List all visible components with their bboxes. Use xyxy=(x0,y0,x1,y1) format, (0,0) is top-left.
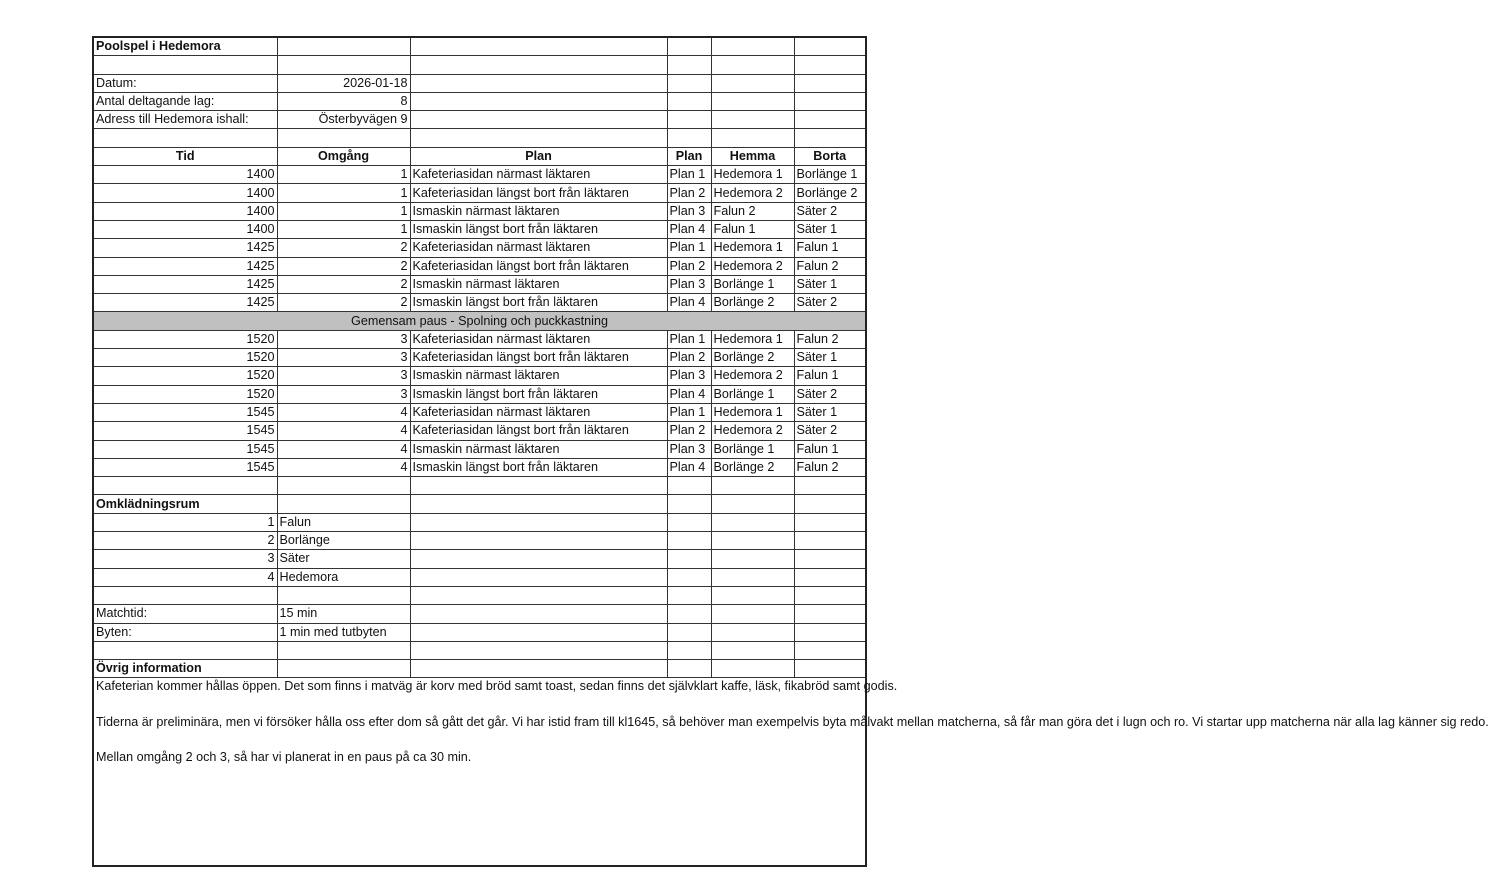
away-team-cell[interactable]: Borlänge 1 xyxy=(794,166,866,184)
other-info-text[interactable] xyxy=(93,678,1489,867)
round-cell[interactable]: 1 xyxy=(277,166,410,184)
cell[interactable] xyxy=(711,495,794,513)
cell[interactable] xyxy=(410,641,667,659)
cell[interactable] xyxy=(711,37,794,56)
rink-cell[interactable]: Plan 1 xyxy=(667,403,711,421)
cell[interactable] xyxy=(667,477,711,495)
cell[interactable] xyxy=(667,641,711,659)
rink-cell[interactable]: Plan 3 xyxy=(667,367,711,385)
cell[interactable] xyxy=(93,586,277,604)
cell[interactable] xyxy=(667,586,711,604)
date-row xyxy=(93,74,866,92)
home-team-cell[interactable]: Borlänge 2 xyxy=(711,294,794,312)
cell[interactable] xyxy=(794,568,866,586)
time-cell[interactable]: 1400 xyxy=(93,184,277,202)
cell[interactable] xyxy=(667,660,711,678)
time-cell[interactable]: 1400 xyxy=(93,202,277,220)
rink-description-cell[interactable]: Kafeteriasidan längst bort från läktaren xyxy=(410,257,667,275)
cell[interactable] xyxy=(410,550,667,568)
match-row xyxy=(93,385,866,403)
cell[interactable] xyxy=(711,586,794,604)
room-number[interactable]: 1 xyxy=(93,513,277,531)
match-row xyxy=(93,184,866,202)
room-team[interactable]: Säter xyxy=(277,550,410,568)
rink-description-cell[interactable]: Ismaskin närmast läktaren xyxy=(410,202,667,220)
cell[interactable] xyxy=(410,495,667,513)
home-team-cell[interactable]: Borlänge 1 xyxy=(711,440,794,458)
time-cell[interactable]: 1425 xyxy=(93,294,277,312)
away-team-cell[interactable]: Säter 1 xyxy=(794,403,866,421)
cell[interactable] xyxy=(667,111,711,129)
cell[interactable] xyxy=(794,532,866,550)
rink-description-cell[interactable]: Ismaskin längst bort från läktaren xyxy=(410,294,667,312)
pause-label[interactable]: Gemensam paus - Spolning och puckkastning xyxy=(93,312,866,330)
cell[interactable] xyxy=(410,37,667,56)
room-team[interactable]: Hedemora xyxy=(277,568,410,586)
away-team-cell[interactable]: Falun 1 xyxy=(794,239,866,257)
time-cell[interactable]: 1520 xyxy=(93,349,277,367)
cell[interactable] xyxy=(277,495,410,513)
round-cell[interactable]: 4 xyxy=(277,422,410,440)
empty-row xyxy=(93,477,866,495)
match-row xyxy=(93,239,866,257)
home-team-cell[interactable]: Hedemora 1 xyxy=(711,239,794,257)
rink-cell[interactable]: Plan 4 xyxy=(667,458,711,476)
rink-cell[interactable]: Plan 1 xyxy=(667,239,711,257)
rink-cell[interactable]: Plan 4 xyxy=(667,220,711,238)
cell[interactable] xyxy=(711,56,794,74)
pause-row xyxy=(93,312,866,330)
time-cell[interactable]: 1425 xyxy=(93,257,277,275)
home-team-cell[interactable]: Borlänge 1 xyxy=(711,385,794,403)
cell[interactable] xyxy=(410,586,667,604)
teams-row xyxy=(93,92,866,110)
round-cell[interactable]: 1 xyxy=(277,220,410,238)
room-team[interactable]: Falun xyxy=(277,513,410,531)
empty-row xyxy=(93,129,866,147)
cell[interactable] xyxy=(410,477,667,495)
away-team-cell[interactable]: Falun 1 xyxy=(794,367,866,385)
teams-label[interactable]: Antal deltagande lag: xyxy=(93,92,277,110)
empty-row xyxy=(93,56,866,74)
cell[interactable] xyxy=(667,56,711,74)
rink-description-cell[interactable]: Kafeteriasidan längst bort från läktaren xyxy=(410,349,667,367)
match-row xyxy=(93,202,866,220)
cell[interactable] xyxy=(711,111,794,129)
cell[interactable] xyxy=(794,605,866,623)
home-team-cell[interactable]: Hedemora 1 xyxy=(711,330,794,348)
cell[interactable] xyxy=(667,74,711,92)
cell[interactable] xyxy=(667,37,711,56)
home-team-cell[interactable]: Hedemora 2 xyxy=(711,422,794,440)
info-paragraph: Kafeterian kommer hållas öppen. Det som finns i matväg är korv med bröd samt toast, sedan finns det självklart kaffe, läsk, fikabröd samt godis. xyxy=(96,679,898,694)
rink-cell[interactable]: Plan 4 xyxy=(667,385,711,403)
cell[interactable] xyxy=(277,477,410,495)
rink-description-cell[interactable]: Ismaskin närmast läktaren xyxy=(410,367,667,385)
cell[interactable] xyxy=(410,532,667,550)
rink-description-cell[interactable]: Kafeteriasidan närmast läktaren xyxy=(410,330,667,348)
home-team-cell[interactable]: Hedemora 2 xyxy=(711,184,794,202)
rink-cell[interactable]: Plan 3 xyxy=(667,440,711,458)
match-row xyxy=(93,294,866,312)
away-team-cell[interactable]: Säter 1 xyxy=(794,275,866,293)
home-team-cell[interactable]: Borlänge 2 xyxy=(711,458,794,476)
cell[interactable] xyxy=(711,568,794,586)
cell[interactable] xyxy=(410,92,667,110)
rink-description-cell[interactable]: Ismaskin längst bort från läktaren xyxy=(410,385,667,403)
rink-description-cell[interactable]: Kafeteriasidan längst bort från läktaren xyxy=(410,422,667,440)
cell[interactable] xyxy=(794,111,866,129)
locker-room-row xyxy=(93,532,866,550)
cell[interactable] xyxy=(667,532,711,550)
rink-description-cell[interactable]: Kafeteriasidan närmast läktaren xyxy=(410,166,667,184)
cell[interactable] xyxy=(794,477,866,495)
time-cell[interactable]: 1400 xyxy=(93,220,277,238)
date-value[interactable]: 2026-01-18 xyxy=(277,74,410,92)
home-team-cell[interactable]: Falun 1 xyxy=(711,220,794,238)
away-team-cell[interactable]: Säter 2 xyxy=(794,422,866,440)
home-team-cell[interactable]: Falun 2 xyxy=(711,202,794,220)
info-paragraph: Tiderna är preliminära, men vi försöker hålla oss efter dom så gått det går. Vi har istid fram till kl1645, så behöver man exempelvis byta målvakt mellan matcherna, så får man göra det i lugn och ro. Vi startar upp matcherna när alla lag känner sig redo. xyxy=(96,714,1489,729)
round-cell[interactable]: 1 xyxy=(277,184,410,202)
cell[interactable] xyxy=(277,660,410,678)
column-header-omgang[interactable]: Omgång xyxy=(277,147,410,165)
time-cell[interactable]: 1545 xyxy=(93,422,277,440)
rink-cell[interactable]: Plan 3 xyxy=(667,202,711,220)
round-cell[interactable]: 3 xyxy=(277,349,410,367)
match-row xyxy=(93,257,866,275)
info-paragraph: Mellan omgång 2 och 3, så har vi planerat in en paus på ca 30 min. xyxy=(96,749,472,764)
match-time-row xyxy=(93,605,866,623)
away-team-cell[interactable]: Falun 2 xyxy=(794,257,866,275)
cell[interactable] xyxy=(794,641,866,659)
cell[interactable] xyxy=(93,641,277,659)
cell[interactable] xyxy=(667,623,711,641)
time-cell[interactable]: 1400 xyxy=(93,166,277,184)
away-team-cell[interactable]: Falun 1 xyxy=(794,440,866,458)
cell[interactable] xyxy=(93,477,277,495)
other-info-header-row xyxy=(93,660,866,678)
cell[interactable] xyxy=(410,56,667,74)
sheet-title[interactable]: Poolspel i Hedemora xyxy=(93,37,277,56)
away-team-cell[interactable]: Falun 2 xyxy=(794,458,866,476)
rink-description-cell[interactable]: Kafeteriasidan längst bort från läktaren xyxy=(410,184,667,202)
time-cell[interactable]: 1425 xyxy=(93,275,277,293)
spreadsheet xyxy=(92,36,1489,867)
locker-rooms-title[interactable]: Omklädningsrum xyxy=(93,495,277,513)
rink-description-cell[interactable]: Kafeteriasidan närmast läktaren xyxy=(410,403,667,421)
rink-cell[interactable]: Plan 2 xyxy=(667,257,711,275)
rink-description-cell[interactable]: Ismaskin längst bort från läktaren xyxy=(410,220,667,238)
rink-description-cell[interactable]: Ismaskin närmast läktaren xyxy=(410,275,667,293)
away-team-cell[interactable]: Säter 1 xyxy=(794,349,866,367)
cell[interactable] xyxy=(667,129,711,147)
match-row xyxy=(93,275,866,293)
cell[interactable] xyxy=(711,660,794,678)
teams-value[interactable]: 8 xyxy=(277,92,410,110)
match-row xyxy=(93,330,866,348)
column-header-plan[interactable]: Plan xyxy=(667,147,711,165)
home-team-cell[interactable]: Hedemora 2 xyxy=(711,257,794,275)
column-header-tid[interactable]: Tid xyxy=(93,147,277,165)
rink-cell[interactable]: Plan 2 xyxy=(667,422,711,440)
cell[interactable] xyxy=(277,641,410,659)
home-team-cell[interactable]: Hedemora 1 xyxy=(711,403,794,421)
cell[interactable] xyxy=(667,605,711,623)
round-cell[interactable]: 2 xyxy=(277,294,410,312)
cell[interactable] xyxy=(794,74,866,92)
match-row xyxy=(93,166,866,184)
match-row xyxy=(93,403,866,421)
cell[interactable] xyxy=(794,92,866,110)
cell[interactable] xyxy=(410,513,667,531)
room-team[interactable]: Borlänge xyxy=(277,532,410,550)
match-row xyxy=(93,440,866,458)
round-cell[interactable]: 4 xyxy=(277,458,410,476)
round-cell[interactable]: 2 xyxy=(277,275,410,293)
other-info-row xyxy=(93,678,866,867)
changes-label[interactable]: Byten: xyxy=(93,623,277,641)
cell[interactable] xyxy=(277,56,410,74)
cell[interactable] xyxy=(794,550,866,568)
date-label[interactable]: Datum: xyxy=(93,74,277,92)
away-team-cell[interactable]: Borlänge 2 xyxy=(794,184,866,202)
match-row xyxy=(93,367,866,385)
room-number[interactable]: 3 xyxy=(93,550,277,568)
round-cell[interactable]: 3 xyxy=(277,330,410,348)
locker-room-row xyxy=(93,568,866,586)
empty-row xyxy=(93,586,866,604)
cell[interactable] xyxy=(410,568,667,586)
match-row xyxy=(93,422,866,440)
rink-cell[interactable]: Plan 2 xyxy=(667,184,711,202)
rink-cell[interactable]: Plan 1 xyxy=(667,166,711,184)
changes-row xyxy=(93,623,866,641)
locker-room-row xyxy=(93,513,866,531)
cell[interactable] xyxy=(410,111,667,129)
away-team-cell[interactable]: Säter 2 xyxy=(794,294,866,312)
round-cell[interactable]: 2 xyxy=(277,257,410,275)
other-info-title[interactable]: Övrig information xyxy=(93,660,277,678)
rink-description-cell[interactable]: Kafeteriasidan närmast läktaren xyxy=(410,239,667,257)
round-cell[interactable]: 3 xyxy=(277,385,410,403)
round-cell[interactable]: 4 xyxy=(277,403,410,421)
cell[interactable] xyxy=(667,568,711,586)
cell[interactable] xyxy=(93,56,277,74)
home-team-cell[interactable]: Hedemora 1 xyxy=(711,166,794,184)
home-team-cell[interactable]: Borlänge 1 xyxy=(711,275,794,293)
locker-room-row xyxy=(93,550,866,568)
cell[interactable] xyxy=(410,74,667,92)
rink-cell[interactable]: Plan 2 xyxy=(667,349,711,367)
column-header-borta[interactable]: Borta xyxy=(794,147,866,165)
address-row xyxy=(93,111,866,129)
away-team-cell[interactable]: Säter 1 xyxy=(794,220,866,238)
cell[interactable] xyxy=(794,623,866,641)
cell[interactable] xyxy=(711,532,794,550)
cell[interactable] xyxy=(410,660,667,678)
cell[interactable] xyxy=(794,660,866,678)
cell[interactable] xyxy=(667,513,711,531)
cell[interactable] xyxy=(667,92,711,110)
empty-row xyxy=(93,641,866,659)
time-cell[interactable]: 1545 xyxy=(93,403,277,421)
room-number[interactable]: 4 xyxy=(93,568,277,586)
match-row xyxy=(93,220,866,238)
round-cell[interactable]: 4 xyxy=(277,440,410,458)
address-label[interactable]: Adress till Hedemora ishall: xyxy=(93,111,277,129)
locker-rooms-header-row xyxy=(93,495,866,513)
cell[interactable] xyxy=(711,623,794,641)
rink-cell[interactable]: Plan 3 xyxy=(667,275,711,293)
rink-description-cell[interactable]: Ismaskin längst bort från läktaren xyxy=(410,458,667,476)
cell[interactable] xyxy=(794,495,866,513)
column-header-plan-desc[interactable]: Plan xyxy=(410,147,667,165)
rink-cell[interactable]: Plan 1 xyxy=(667,330,711,348)
cell[interactable] xyxy=(277,37,410,56)
cell[interactable] xyxy=(410,605,667,623)
match-time-value[interactable]: 15 min xyxy=(277,605,410,623)
match-time-label[interactable]: Matchtid: xyxy=(93,605,277,623)
home-team-cell[interactable]: Hedemora 2 xyxy=(711,367,794,385)
away-team-cell[interactable]: Säter 2 xyxy=(794,202,866,220)
away-team-cell[interactable]: Falun 2 xyxy=(794,330,866,348)
cell[interactable] xyxy=(667,550,711,568)
changes-value[interactable]: 1 min med tutbyten xyxy=(277,623,410,641)
schedule-header-row xyxy=(93,147,866,165)
cell[interactable] xyxy=(794,56,866,74)
round-cell[interactable]: 1 xyxy=(277,202,410,220)
cell[interactable] xyxy=(711,641,794,659)
cell[interactable] xyxy=(711,513,794,531)
cell[interactable] xyxy=(711,129,794,147)
round-cell[interactable]: 2 xyxy=(277,239,410,257)
cell[interactable] xyxy=(93,129,277,147)
cell[interactable] xyxy=(794,586,866,604)
cell[interactable] xyxy=(794,37,866,56)
round-cell[interactable]: 3 xyxy=(277,367,410,385)
room-number[interactable]: 2 xyxy=(93,532,277,550)
rink-cell[interactable]: Plan 4 xyxy=(667,294,711,312)
match-row xyxy=(93,349,866,367)
time-cell[interactable]: 1520 xyxy=(93,385,277,403)
cell[interactable] xyxy=(711,605,794,623)
time-cell[interactable]: 1425 xyxy=(93,239,277,257)
address-value[interactable]: Österbyvägen 9 xyxy=(277,111,410,129)
time-cell[interactable]: 1545 xyxy=(93,440,277,458)
cell[interactable] xyxy=(711,550,794,568)
cell[interactable] xyxy=(794,513,866,531)
cell[interactable] xyxy=(410,623,667,641)
cell[interactable] xyxy=(711,477,794,495)
rink-description-cell[interactable]: Ismaskin närmast läktaren xyxy=(410,440,667,458)
cell[interactable] xyxy=(794,129,866,147)
cell[interactable] xyxy=(711,92,794,110)
cell[interactable] xyxy=(277,586,410,604)
home-team-cell[interactable]: Borlänge 2 xyxy=(711,349,794,367)
cell[interactable] xyxy=(410,129,667,147)
cell[interactable] xyxy=(277,129,410,147)
match-row xyxy=(93,458,866,476)
schedule-sheet xyxy=(92,36,1489,867)
title-row xyxy=(93,37,866,56)
time-cell[interactable]: 1545 xyxy=(93,458,277,476)
column-header-hemma[interactable]: Hemma xyxy=(711,147,794,165)
cell[interactable] xyxy=(667,495,711,513)
time-cell[interactable]: 1520 xyxy=(93,330,277,348)
away-team-cell[interactable]: Säter 2 xyxy=(794,385,866,403)
cell[interactable] xyxy=(711,74,794,92)
time-cell[interactable]: 1520 xyxy=(93,367,277,385)
